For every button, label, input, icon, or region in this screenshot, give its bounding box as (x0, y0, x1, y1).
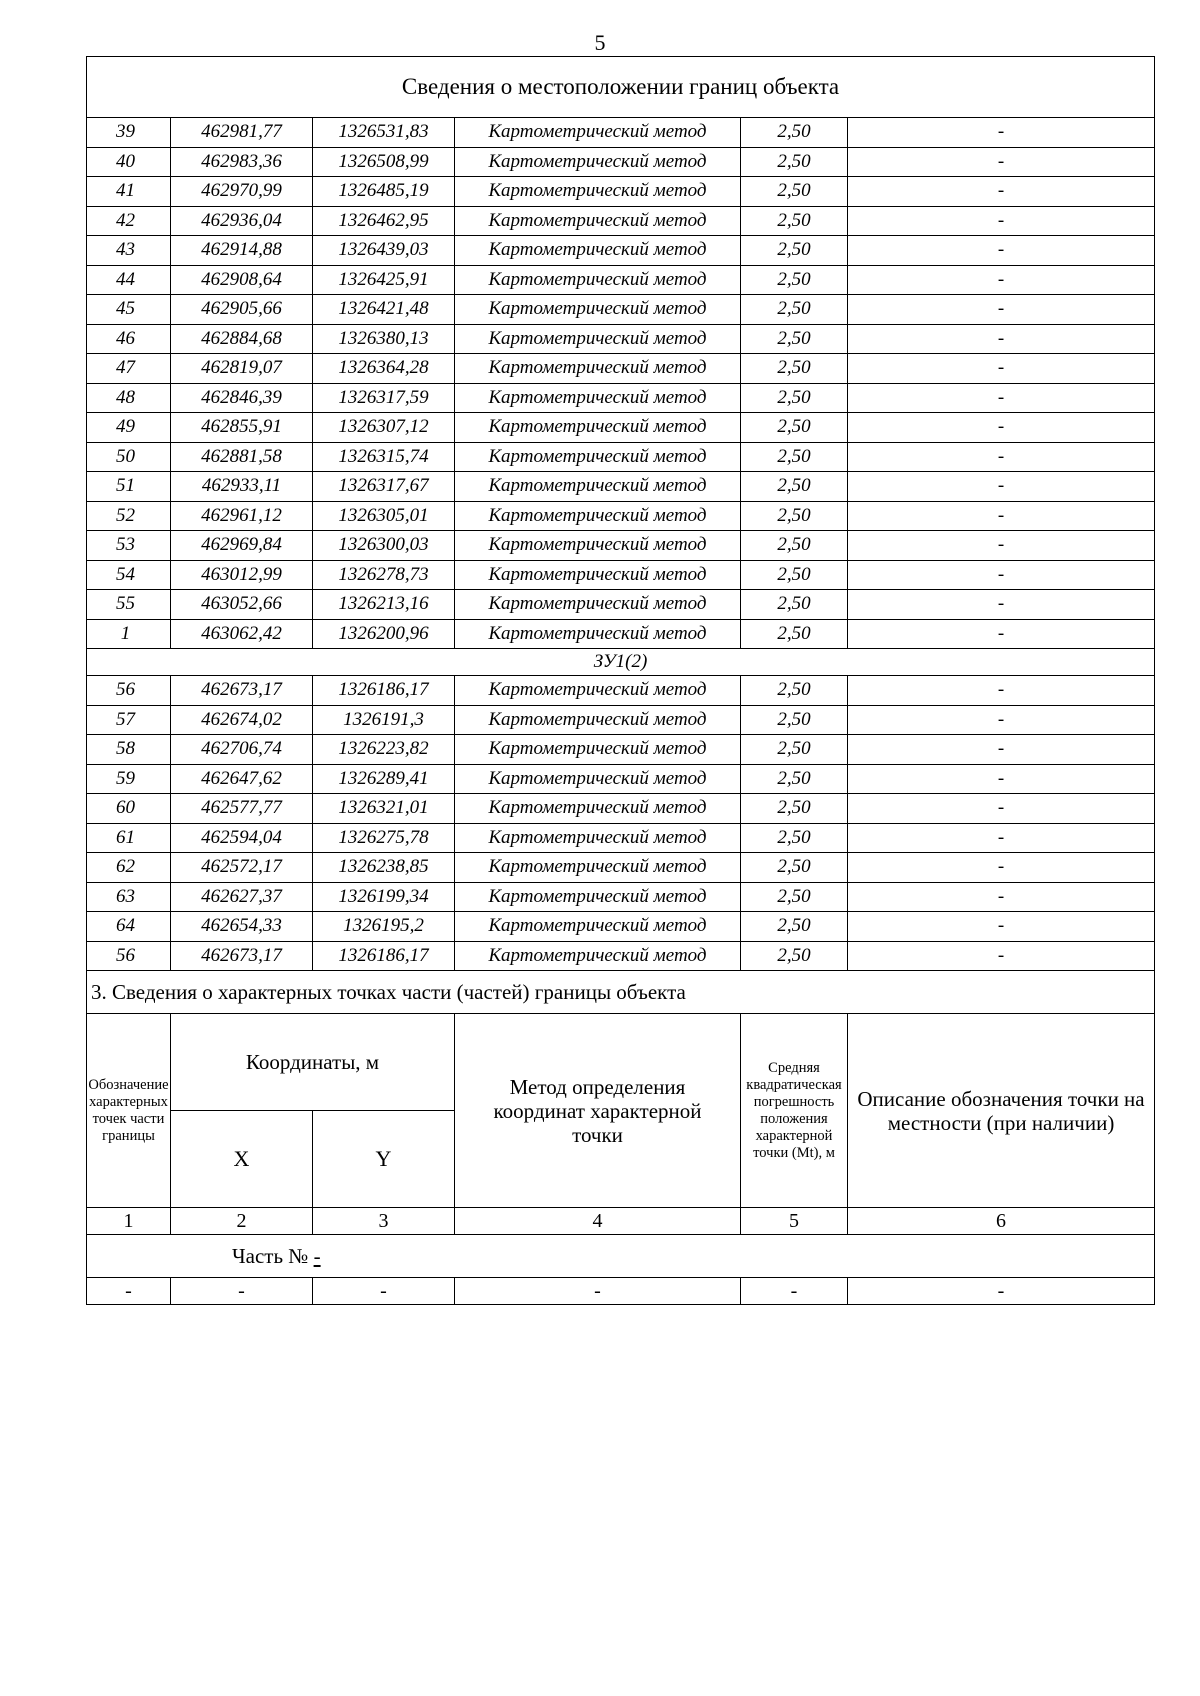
cell-col-4: Картометрический метод (455, 705, 741, 735)
cell-col-1: 59 (87, 764, 171, 794)
table-row (87, 472, 1155, 502)
section-row (87, 971, 1155, 1014)
cell-col-2: 462654,33 (171, 912, 313, 942)
header-y: Y (313, 1111, 455, 1208)
cell-col-1: 42 (87, 206, 171, 236)
cell-col-5: 2,50 (741, 560, 848, 590)
header-description: Описание обозначения точки на местности (при наличии) (848, 1014, 1155, 1208)
table-row (87, 265, 1155, 295)
table-row (87, 118, 1155, 148)
table-row (87, 735, 1155, 765)
cell-col-6: - (848, 295, 1155, 325)
cell-col-1: 46 (87, 324, 171, 354)
cell-col-6: - (848, 177, 1155, 207)
cell-col-2: 462673,17 (171, 941, 313, 971)
cell-col-3: 1326186,17 (313, 941, 455, 971)
table-row (87, 501, 1155, 531)
cell-col-1: 53 (87, 531, 171, 561)
cell-col-1: 50 (87, 442, 171, 472)
header-method: Метод определения координат характерной точки (455, 1014, 741, 1208)
cell-col-6: - (848, 560, 1155, 590)
cell-col-3: 1326278,73 (313, 560, 455, 590)
cell-col-2: 462936,04 (171, 206, 313, 236)
cell-col-4: Картометрический метод (455, 118, 741, 148)
table-row (87, 823, 1155, 853)
cell-col-3: 1326275,78 (313, 823, 455, 853)
cell-col-6: - (848, 912, 1155, 942)
table-row (87, 413, 1155, 443)
cell-col-5: - (741, 1278, 848, 1305)
cell-col-4: Картометрический метод (455, 882, 741, 912)
cell-col-1: - (87, 1278, 171, 1305)
cell-col-2: 463062,42 (171, 619, 313, 649)
cell-col-2: 462905,66 (171, 295, 313, 325)
cell-col-1: 51 (87, 472, 171, 502)
cell-col-5: 2,50 (741, 118, 848, 148)
cell-col-5: 2,50 (741, 912, 848, 942)
cell-col-2: 462970,99 (171, 177, 313, 207)
section-title: 3. Сведения о характерных точках части (частей) границы объекта (87, 971, 1155, 1014)
cell-col-4: Картометрический метод (455, 764, 741, 794)
cell-col-6: - (848, 442, 1155, 472)
cell-col-1: 45 (87, 295, 171, 325)
cell-col-1: 64 (87, 912, 171, 942)
cell-col-1: 57 (87, 705, 171, 735)
cell-col-1: 58 (87, 735, 171, 765)
cell-col-2: 462961,12 (171, 501, 313, 531)
cell-col-5: 2,50 (741, 295, 848, 325)
cell-col-1: 52 (87, 501, 171, 531)
cell-col-2: 462706,74 (171, 735, 313, 765)
cell-col-6: - (848, 853, 1155, 883)
cell-col-5: 2,50 (741, 147, 848, 177)
table-row (87, 147, 1155, 177)
cell-col-4: Картометрический метод (455, 354, 741, 384)
cell-col-5: 2,50 (741, 236, 848, 266)
cell-col-5: 2,50 (741, 265, 848, 295)
cell-col-6: - (848, 882, 1155, 912)
cell-col-4: Картометрический метод (455, 472, 741, 502)
table-row (87, 354, 1155, 384)
part-label: Часть № (232, 1243, 309, 1268)
cell-col-1: 43 (87, 236, 171, 266)
cell-col-2: 462981,77 (171, 118, 313, 148)
cell-col-4: Картометрический метод (455, 853, 741, 883)
header-row (87, 1014, 1155, 1111)
cell-col-4: Картометрический метод (455, 941, 741, 971)
cell-col-2: 462855,91 (171, 413, 313, 443)
cell-col-2: 462914,88 (171, 236, 313, 266)
cell-col-3: 1326380,13 (313, 324, 455, 354)
cell-col-6: - (848, 676, 1155, 706)
cell-col-3: 1326200,96 (313, 619, 455, 649)
part-cell (87, 1235, 1155, 1278)
cell-col-3: 1326317,67 (313, 472, 455, 502)
cell-col-1: 62 (87, 853, 171, 883)
cell-col-4: Картометрический метод (455, 823, 741, 853)
cell-col-5: 2,50 (741, 177, 848, 207)
cell-col-1: 61 (87, 823, 171, 853)
cell-col-6: - (848, 118, 1155, 148)
cell-col-1: 44 (87, 265, 171, 295)
cell-col-3: 1326186,17 (313, 676, 455, 706)
cell-col-3: 1326508,99 (313, 147, 455, 177)
column-number: 3 (313, 1208, 455, 1235)
cell-col-1: 39 (87, 118, 171, 148)
table-row (87, 705, 1155, 735)
cell-col-5: 2,50 (741, 413, 848, 443)
cell-col-3: 1326315,74 (313, 442, 455, 472)
column-number: 1 (87, 1208, 171, 1235)
cell-col-3: 1326321,01 (313, 794, 455, 824)
cell-col-1: 1 (87, 619, 171, 649)
cell-col-4: Картометрический метод (455, 619, 741, 649)
cell-col-4: Картометрический метод (455, 442, 741, 472)
table-row (87, 882, 1155, 912)
header-coordinates: Координаты, м (171, 1014, 455, 1111)
cell-col-4: Картометрический метод (455, 735, 741, 765)
cell-col-4: Картометрический метод (455, 560, 741, 590)
cell-col-5: 2,50 (741, 764, 848, 794)
cell-col-2: 462933,11 (171, 472, 313, 502)
table-row (87, 912, 1155, 942)
table-row (87, 853, 1155, 883)
table-row (87, 676, 1155, 706)
cell-col-4: Картометрический метод (455, 265, 741, 295)
column-number: 2 (171, 1208, 313, 1235)
cell-col-6: - (848, 383, 1155, 413)
cell-col-5: 2,50 (741, 501, 848, 531)
cell-col-4: - (455, 1278, 741, 1305)
cell-col-3: 1326307,12 (313, 413, 455, 443)
cell-col-4: Картометрический метод (455, 383, 741, 413)
cell-col-1: 54 (87, 560, 171, 590)
cell-col-5: 2,50 (741, 823, 848, 853)
cell-col-2: 462572,17 (171, 853, 313, 883)
cell-col-3: 1326223,82 (313, 735, 455, 765)
table-title: Сведения о местоположении границ объекта (87, 57, 1155, 118)
cell-col-5: 2,50 (741, 853, 848, 883)
cell-col-2: 462594,04 (171, 823, 313, 853)
cell-col-6: - (848, 147, 1155, 177)
cell-col-5: 2,50 (741, 354, 848, 384)
column-number: 4 (455, 1208, 741, 1235)
cell-col-2: 462884,68 (171, 324, 313, 354)
cell-col-6: - (848, 206, 1155, 236)
cell-col-1: 40 (87, 147, 171, 177)
cell-col-2: 462846,39 (171, 383, 313, 413)
cell-col-4: Картометрический метод (455, 236, 741, 266)
cell-col-5: 2,50 (741, 705, 848, 735)
cell-col-2: - (171, 1278, 313, 1305)
cell-col-6: - (848, 413, 1155, 443)
table-row (87, 324, 1155, 354)
cell-col-4: Картометрический метод (455, 531, 741, 561)
cell-col-5: 2,50 (741, 472, 848, 502)
cell-col-6: - (848, 619, 1155, 649)
cell-col-2: 462627,37 (171, 882, 313, 912)
cell-col-6: - (848, 236, 1155, 266)
cell-col-6: - (848, 941, 1155, 971)
cell-col-3: 1326439,03 (313, 236, 455, 266)
table-row (87, 177, 1155, 207)
cell-col-2: 463012,99 (171, 560, 313, 590)
header-x: X (171, 1111, 313, 1208)
cell-col-2: 462881,58 (171, 442, 313, 472)
cell-col-3: 1326485,19 (313, 177, 455, 207)
group-label: ЗУ1(2) (87, 649, 1155, 676)
cell-col-3: 1326531,83 (313, 118, 455, 148)
cell-col-2: 462674,02 (171, 705, 313, 735)
cell-col-1: 63 (87, 882, 171, 912)
cell-col-1: 60 (87, 794, 171, 824)
cell-col-3: 1326462,95 (313, 206, 455, 236)
cell-col-3: 1326195,2 (313, 912, 455, 942)
cell-col-3: 1326425,91 (313, 265, 455, 295)
cell-col-3: 1326213,16 (313, 590, 455, 620)
cell-col-6: - (848, 823, 1155, 853)
table-row (87, 619, 1155, 649)
cell-col-2: 462969,84 (171, 531, 313, 561)
cell-col-1: 56 (87, 676, 171, 706)
cell-col-4: Картометрический метод (455, 413, 741, 443)
cell-col-2: 462673,17 (171, 676, 313, 706)
cell-col-1: 55 (87, 590, 171, 620)
cell-col-6: - (848, 590, 1155, 620)
cell-col-4: Картометрический метод (455, 177, 741, 207)
cell-col-5: 2,50 (741, 619, 848, 649)
cell-col-4: Картометрический метод (455, 912, 741, 942)
cell-col-4: Картометрический метод (455, 794, 741, 824)
cell-col-6: - (848, 735, 1155, 765)
cell-col-4: Картометрический метод (455, 147, 741, 177)
cell-col-2: 462908,64 (171, 265, 313, 295)
cell-col-3: 1326289,41 (313, 764, 455, 794)
table-row (87, 590, 1155, 620)
cell-col-4: Картометрический метод (455, 676, 741, 706)
table-row (87, 941, 1155, 971)
cell-col-3: 1326199,34 (313, 882, 455, 912)
cell-col-5: 2,50 (741, 324, 848, 354)
cell-col-6: - (848, 705, 1155, 735)
cell-col-4: Картометрический метод (455, 501, 741, 531)
cell-col-3: 1326305,01 (313, 501, 455, 531)
cell-col-2: 463052,66 (171, 590, 313, 620)
column-number: 6 (848, 1208, 1155, 1235)
cell-col-5: 2,50 (741, 383, 848, 413)
cell-col-3: 1326364,28 (313, 354, 455, 384)
cell-col-2: 462647,62 (171, 764, 313, 794)
cell-col-3: 1326421,48 (313, 295, 455, 325)
table-row (87, 295, 1155, 325)
table-row (87, 531, 1155, 561)
table-row (87, 442, 1155, 472)
cell-col-6: - (848, 354, 1155, 384)
cell-col-5: 2,50 (741, 206, 848, 236)
table-row (87, 383, 1155, 413)
table-row (87, 206, 1155, 236)
cell-col-4: Картометрический метод (455, 206, 741, 236)
cell-col-5: 2,50 (741, 941, 848, 971)
table-row (87, 764, 1155, 794)
cell-col-1: 56 (87, 941, 171, 971)
header-error: Средняя квадратическая погрешность положения характерной точки (Mt), м (741, 1014, 848, 1208)
cell-col-6: - (848, 1278, 1155, 1305)
table-row (87, 560, 1155, 590)
cell-col-6: - (848, 265, 1155, 295)
table-row (87, 794, 1155, 824)
cell-col-5: 2,50 (741, 590, 848, 620)
cell-col-2: 462577,77 (171, 794, 313, 824)
cell-col-4: Картометрический метод (455, 324, 741, 354)
cell-col-1: 48 (87, 383, 171, 413)
cell-col-5: 2,50 (741, 442, 848, 472)
cell-col-5: 2,50 (741, 882, 848, 912)
cell-col-5: 2,50 (741, 735, 848, 765)
page-number: 5 (594, 30, 606, 55)
cell-col-6: - (848, 472, 1155, 502)
cell-col-2: 462983,36 (171, 147, 313, 177)
cell-col-4: Картометрический метод (455, 590, 741, 620)
header-point-designation: Обозначение характерных точек части границы (87, 1014, 171, 1208)
cell-col-4: Картометрический метод (455, 295, 741, 325)
part-row (87, 1235, 1155, 1278)
cell-col-5: 2,50 (741, 794, 848, 824)
table-row (87, 1278, 1155, 1305)
cell-col-1: 41 (87, 177, 171, 207)
cell-col-5: 2,50 (741, 531, 848, 561)
column-numbers-row (87, 1208, 1155, 1235)
cell-col-6: - (848, 531, 1155, 561)
cell-col-3: 1326317,59 (313, 383, 455, 413)
cell-col-2: 462819,07 (171, 354, 313, 384)
cell-col-1: 49 (87, 413, 171, 443)
group-row (87, 649, 1155, 676)
cell-col-6: - (848, 794, 1155, 824)
cell-col-5: 2,50 (741, 676, 848, 706)
column-number: 5 (741, 1208, 848, 1235)
cell-col-1: 47 (87, 354, 171, 384)
boundary-table (86, 56, 1155, 1305)
cell-col-6: - (848, 324, 1155, 354)
cell-col-3: 1326191,3 (313, 705, 455, 735)
cell-col-3: 1326238,85 (313, 853, 455, 883)
cell-col-3: - (313, 1278, 455, 1305)
table-row (87, 236, 1155, 266)
part-number: - (313, 1243, 321, 1268)
cell-col-6: - (848, 764, 1155, 794)
cell-col-6: - (848, 501, 1155, 531)
cell-col-3: 1326300,03 (313, 531, 455, 561)
